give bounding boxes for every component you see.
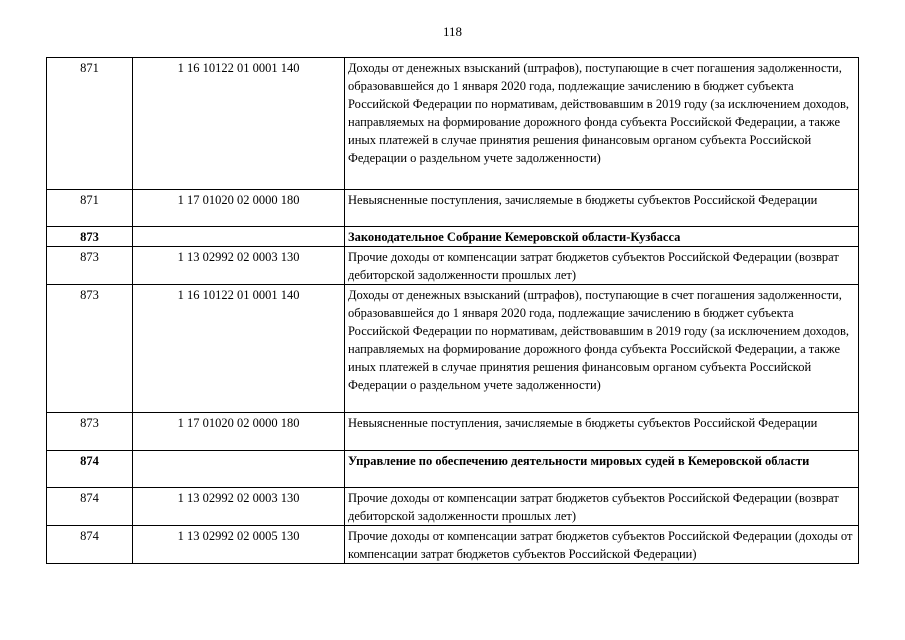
table-row — [47, 58, 859, 190]
revenue-code-cell: 1 17 01020 02 0000 180 — [133, 413, 345, 451]
admin-code-cell: 873 — [47, 413, 133, 451]
revenue-description-cell: Невыясненные поступления, зачисляемые в бюджеты субъектов Российской Федерации — [345, 413, 859, 451]
admin-code-cell: 871 — [47, 58, 133, 190]
admin-code-cell: 873 — [47, 247, 133, 285]
table-row — [47, 285, 859, 413]
table-row — [47, 413, 859, 451]
revenue-code-cell: 1 13 02992 02 0003 130 — [133, 488, 345, 526]
administrator-name-cell: Законодательное Собрание Кемеровской области-Кузбасса — [345, 227, 859, 247]
revenue-description-cell: Невыясненные поступления, зачисляемые в бюджеты субъектов Российской Федерации — [345, 190, 859, 227]
admin-code-cell: 871 — [47, 190, 133, 227]
revenue-code-cell — [133, 451, 345, 488]
administrator-name-cell: Управление по обеспечению деятельности мировых судей в Кемеровской области — [345, 451, 859, 488]
revenue-description-cell: Прочие доходы от компенсации затрат бюджетов субъектов Российской Федерации (возврат дебиторской задолженности прошлых лет) — [345, 247, 859, 285]
revenue-description-cell: Прочие доходы от компенсации затрат бюджетов субъектов Российской Федерации (возврат дебиторской задолженности прошлых лет) — [345, 488, 859, 526]
table-row-section-header — [47, 227, 859, 247]
admin-code-cell: 873 — [47, 227, 133, 247]
revenue-code-cell: 1 13 02992 02 0005 130 — [133, 526, 345, 564]
revenue-code-cell — [133, 227, 345, 247]
revenue-description-cell: Доходы от денежных взысканий (штрафов), поступающие в счет погашения задолженности, образовавшейся до 1 января 2020 года, подлежащие зачислению в бюджет субъекта Российской Федерации по нормативам, действовавшим в 2019 году (за исключением доходов, направляемых на формирование дорожного фонда субъекта Российской Федерации, а также иных платежей в случае принятия решения финансовым органом субъекта Российской Федерации о раздельном учете задолженности) — [345, 285, 859, 413]
admin-code-cell: 874 — [47, 451, 133, 488]
revenue-code-cell: 1 16 10122 01 0001 140 — [133, 58, 345, 190]
table-row — [47, 488, 859, 526]
table-row — [47, 247, 859, 285]
page-number: 118 — [442, 24, 463, 39]
revenue-code-cell: 1 16 10122 01 0001 140 — [133, 285, 345, 413]
table-row-section-header — [47, 451, 859, 488]
table-row — [47, 526, 859, 564]
admin-code-cell: 874 — [47, 526, 133, 564]
revenue-description-cell: Доходы от денежных взысканий (штрафов), поступающие в счет погашения задолженности, образовавшейся до 1 января 2020 года, подлежащие зачислению в бюджет субъекта Российской Федерации по нормативам, действовавшим в 2019 году (за исключением доходов, направляемых на формирование дорожного фонда субъекта Российской Федерации, а также иных платежей в случае принятия решения финансовым органом субъекта Российской Федерации о раздельном учете задолженности) — [345, 58, 859, 190]
revenue-codes-table — [46, 57, 859, 564]
revenue-code-cell: 1 17 01020 02 0000 180 — [133, 190, 345, 227]
admin-code-cell: 873 — [47, 285, 133, 413]
revenue-code-cell: 1 13 02992 02 0003 130 — [133, 247, 345, 285]
revenue-description-cell: Прочие доходы от компенсации затрат бюджетов субъектов Российской Федерации (доходы от компенсации затрат бюджетов субъектов Российской Федерации) — [345, 526, 859, 564]
admin-code-cell: 874 — [47, 488, 133, 526]
table-row — [47, 190, 859, 227]
